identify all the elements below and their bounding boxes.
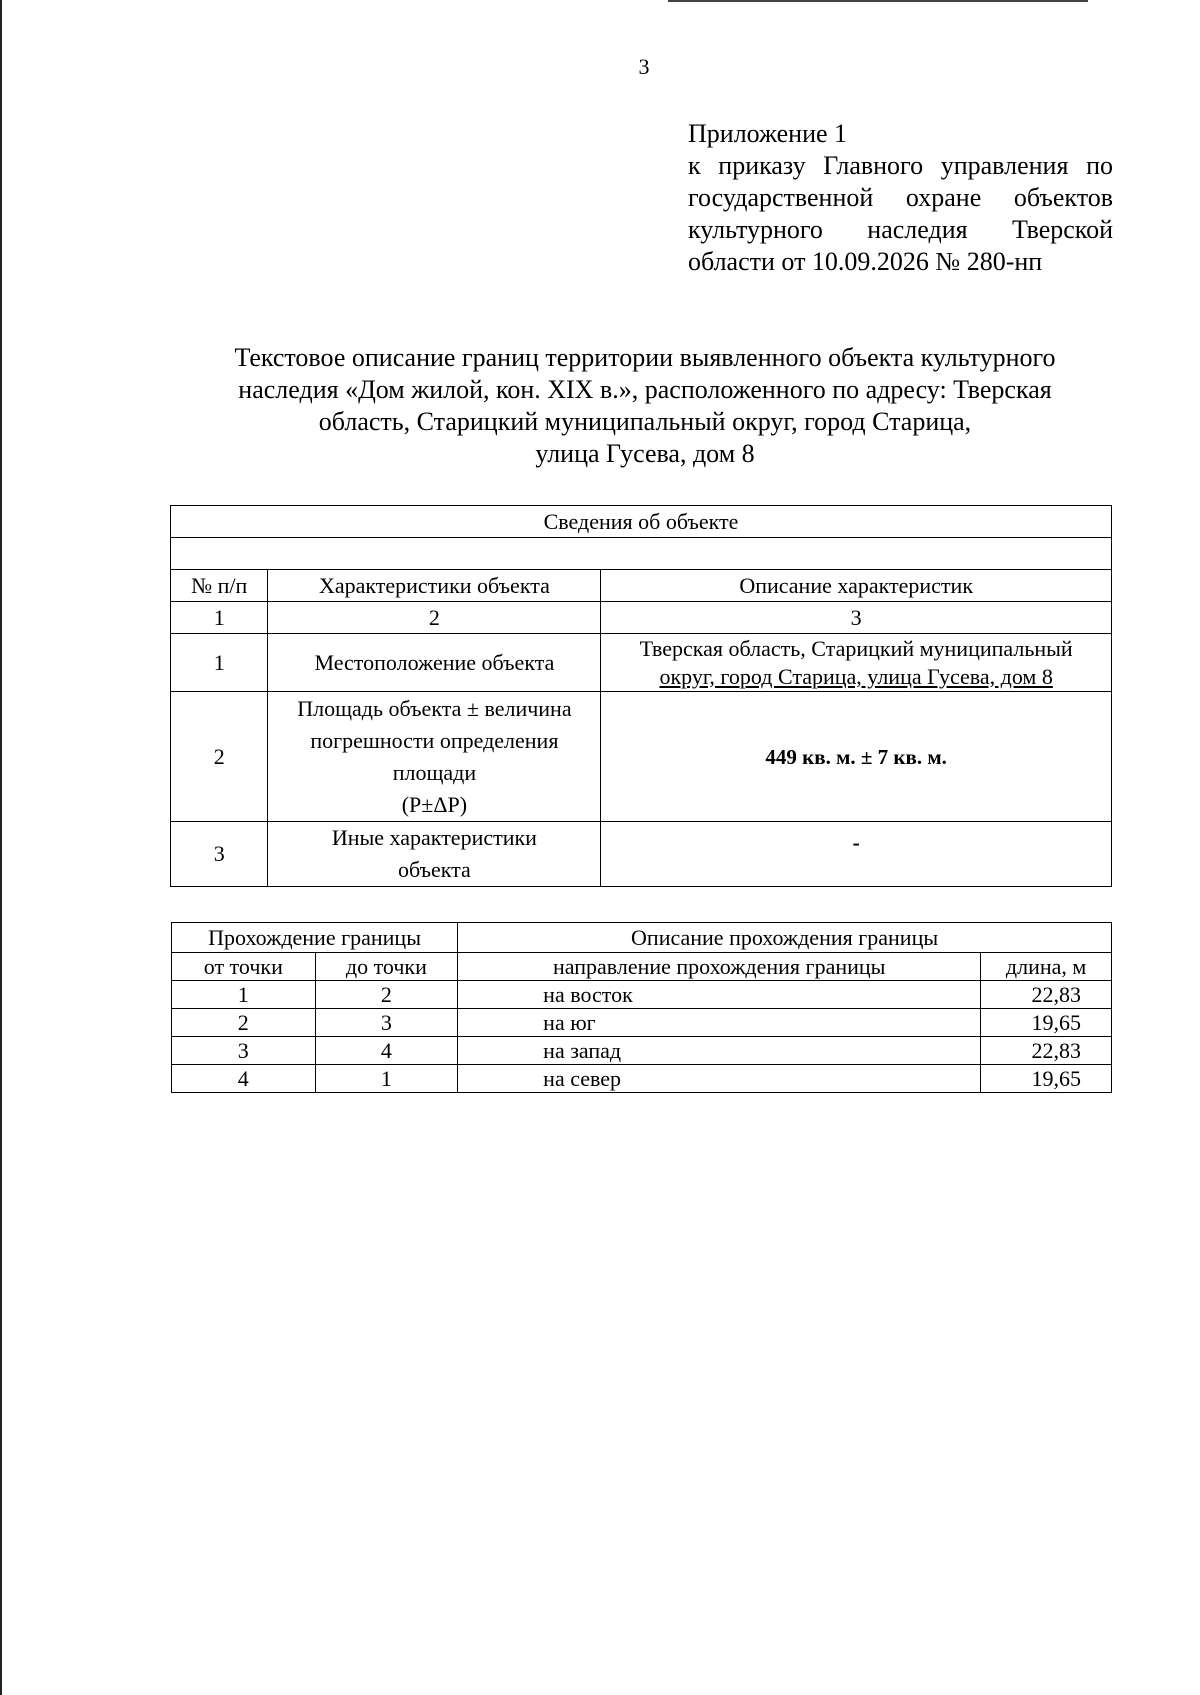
table-numbering-row <box>171 602 1112 634</box>
row-characteristic <box>268 692 601 822</box>
table-caption-row <box>171 506 1112 538</box>
appendix-line-2: к приказу Главного управления по <box>688 151 1113 180</box>
numbering-cell: 2 <box>268 602 601 634</box>
table-row <box>171 692 1112 822</box>
object-info-table <box>170 505 1112 887</box>
row-characteristic <box>268 822 601 887</box>
empty-cell <box>171 538 1112 570</box>
table-row <box>172 1037 1112 1065</box>
title-line-2: наследия «Дом жилой, кон. XIX в.», расположенного по адресу: Тверская <box>238 375 1052 404</box>
row-description <box>601 634 1112 692</box>
subheader-length: длина, м <box>981 953 1112 981</box>
table-caption: Сведения об объекте <box>171 506 1112 538</box>
description-line: Тверская область, Старицкий муниципальный <box>639 635 1073 661</box>
table-row <box>172 1065 1112 1093</box>
characteristic-line: погрешности определения <box>310 727 559 753</box>
appendix-block <box>688 118 1113 278</box>
cell-length: 22,83 <box>981 981 1112 1009</box>
row-description: 449 кв. м. ± 7 кв. м. <box>601 692 1112 822</box>
cell-length: 19,65 <box>981 1009 1112 1037</box>
cell-to: 2 <box>315 981 458 1009</box>
appendix-line-4: культурного наследия Тверской <box>688 215 1113 244</box>
cell-from: 2 <box>172 1009 316 1037</box>
table-row <box>171 634 1112 692</box>
characteristic-line: площади <box>392 759 477 785</box>
header-boundary-description: Описание прохождения границы <box>458 923 1112 953</box>
cell-direction: на запад <box>458 1037 981 1065</box>
appendix-line-1: Приложение 1 <box>688 119 848 148</box>
numbering-cell: 1 <box>171 602 268 634</box>
cell-direction: на север <box>458 1065 981 1093</box>
characteristic-line: Иные характеристики <box>331 825 537 850</box>
subheader-to: до точки <box>315 953 458 981</box>
scan-edge-line <box>0 0 2 1695</box>
row-num: 1 <box>171 634 268 692</box>
cell-to: 3 <box>315 1009 458 1037</box>
header-num: № п/п <box>171 570 268 602</box>
document-title <box>150 342 1140 470</box>
table-row <box>171 822 1112 887</box>
cell-from: 3 <box>172 1037 316 1065</box>
scan-top-line <box>668 0 1088 2</box>
appendix-line-5: области от 10.09.2026 № 280-нп <box>688 247 1043 276</box>
subheader-from: от точки <box>172 953 316 981</box>
cell-to: 4 <box>315 1037 458 1065</box>
boundary-header-row <box>172 923 1112 953</box>
title-line-3: область, Старицкий муниципальный округ, город Старица, <box>318 407 972 436</box>
appendix-line-3: государственной охране объектов <box>688 183 1113 212</box>
subheader-direction: направление прохождения границы <box>458 953 981 981</box>
row-num: 3 <box>171 822 268 887</box>
header-characteristic: Характеристики объекта <box>268 570 601 602</box>
cell-from: 4 <box>172 1065 316 1093</box>
cell-from: 1 <box>172 981 316 1009</box>
row-characteristic: Местоположение объекта <box>268 634 601 692</box>
characteristic-line: Площадь объекта ± величина <box>297 695 572 721</box>
table-row <box>172 1009 1112 1037</box>
table-row <box>172 981 1112 1009</box>
header-description: Описание характеристик <box>601 570 1112 602</box>
row-description: - <box>601 822 1112 887</box>
page-number: 3 <box>638 54 650 79</box>
cell-direction: на восток <box>458 981 981 1009</box>
cell-length: 19,65 <box>981 1065 1112 1093</box>
cell-to: 1 <box>315 1065 458 1093</box>
characteristic-line: (Р±ΔР) <box>401 791 468 817</box>
characteristic-line: объекта <box>397 857 471 882</box>
table-header-row <box>171 570 1112 602</box>
boundary-subheader-row <box>172 953 1112 981</box>
description-line: округ, город Старица, улица Гусева, дом 8 <box>659 663 1053 689</box>
row-num: 2 <box>171 692 268 822</box>
header-passage: Прохождение границы <box>172 923 458 953</box>
title-line-4: улица Гусева, дом 8 <box>535 439 755 468</box>
cell-direction: на юг <box>458 1009 981 1037</box>
title-line-1: Текстовое описание границ территории выявленного объекта культурного <box>234 343 1056 372</box>
numbering-cell: 3 <box>601 602 1112 634</box>
boundary-table <box>171 922 1112 1093</box>
cell-length: 22,83 <box>981 1037 1112 1065</box>
table-empty-row <box>171 538 1112 570</box>
